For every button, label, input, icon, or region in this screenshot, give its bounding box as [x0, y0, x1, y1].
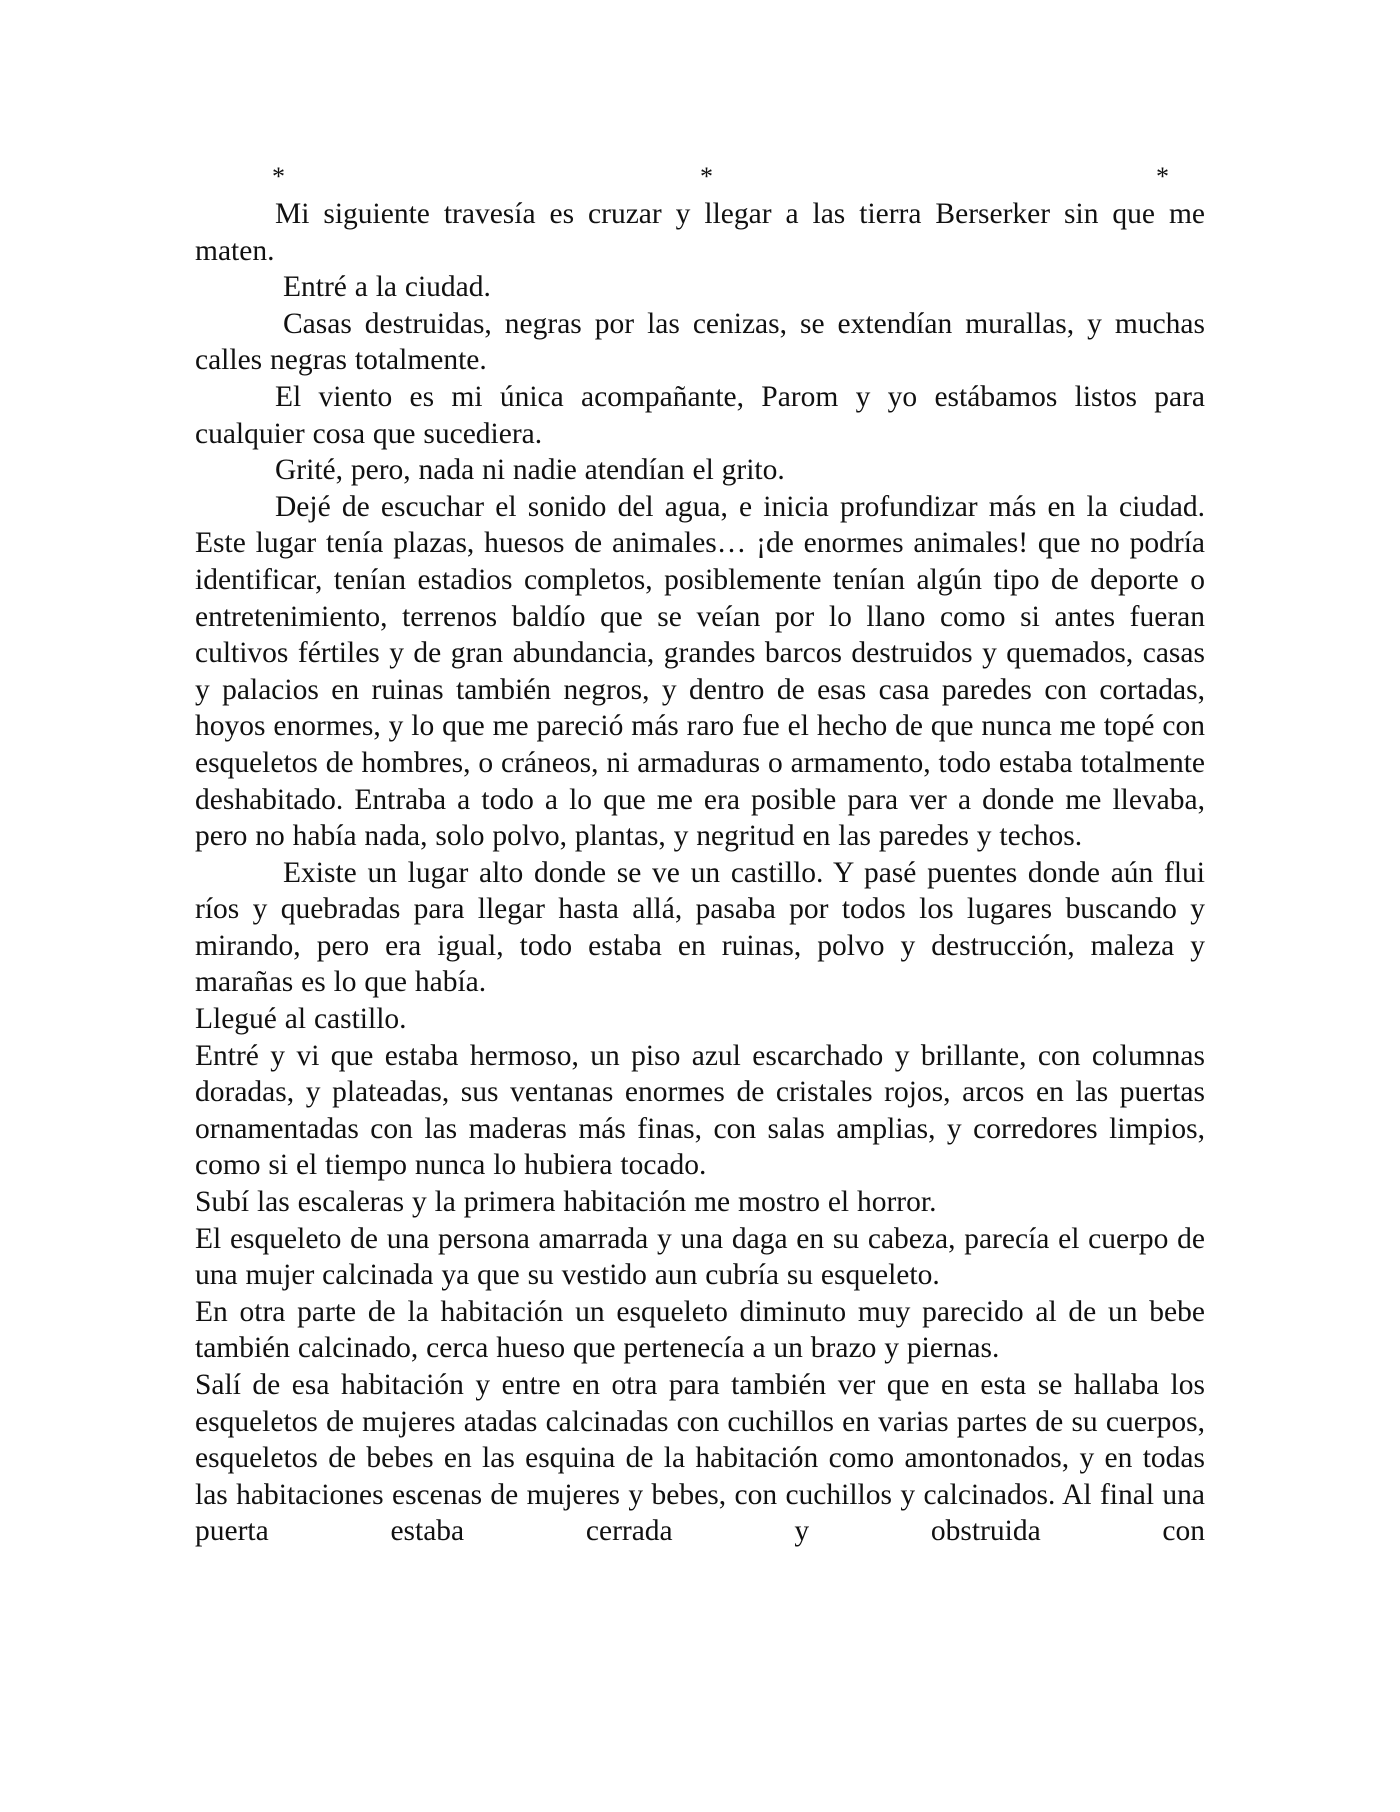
paragraph-grite: Grité, pero, nada ni nadie atendían el grito. — [275, 454, 785, 487]
paragraph-entre-ciudad: Entré a la ciudad. — [283, 271, 491, 304]
paragraph-subi-escaleras: Subí las escaleras y la primera habitación me mostro el horror. — [195, 1186, 937, 1219]
paragraph-llegue-castillo: Llegué al castillo. — [195, 1003, 407, 1036]
paragraph-casas-destruidas: Casas destruidas, negras por las cenizas, se extendían murallas, y muchas calles negras totalmente. — [195, 307, 1205, 377]
paragraph-entre-hermoso: Entré y vi que estaba hermoso, un piso azul escarchado y brillante, con columnas doradas, y plateadas, sus ventanas enormes de cristales rojos, arcos en las puertas ornamentadas con las maderas más finas, con salas amplias, y corredores limpios, como si el tiempo nunca lo hubiera tocado. — [195, 1039, 1205, 1182]
paragraph-otra-parte: En otra parte de la habitación un esqueleto diminuto muy parecido al de un bebe también calcinado, cerca hueso que pertenecía a un brazo y piernas. — [195, 1295, 1205, 1365]
body-text — [195, 196, 1205, 1550]
paragraph-travesia: Mi siguiente travesía es cruzar y llegar a las tierra Berserker sin que me maten. — [195, 198, 1205, 267]
asterisk-right: * — [1156, 162, 1169, 191]
paragraph-viento: El viento es mi única acompañante, Parom y yo estábamos listos para cualquier cosa que sucediera. — [195, 380, 1205, 450]
paragraph-esqueleto-persona: El esqueleto de una persona amarrada y una daga en su cabeza, parecía el cuerpo de una mujer calcinada ya que su vestido aun cubría su esqueleto. — [195, 1222, 1205, 1292]
paragraph-sali-habitacion: Salí de esa habitación y entre en otra para también ver que en esta se hallaba los esqueletos de mujeres atadas calcinadas con cuchillos en varias partes de su cuerpos, esqueletos de bebes en las esquina de la habitación como amontonados, y en todas las habitaciones escenas de mujeres y bebes, con cuchillos y calcinados. Al final una puerta estaba cerrada y obstruida con — [195, 1369, 1205, 1548]
paragraph-castillo-alto: Existe un lugar alto donde se ve un castillo. Y pasé puentes donde aún flui ríos y quebradas para llegar hasta allá, pasaba por todos los lugares buscando y mirando, pero era igual, todo estaba en ruinas, polvo y destrucción, maleza y marañas es lo que había. — [195, 856, 1205, 999]
section-separator — [272, 162, 1176, 192]
paragraph-deje-escuchar: Dejé de escuchar el sonido del agua, e inicia profundizar más en la ciudad. Este lugar tenía plazas, huesos de animales… ¡de enormes animales! que no podría identificar, tenían estadios completos, posiblemente tenían algún tipo de deporte o entretenimiento, terrenos baldío que se veían por lo llano como si antes fueran cultivos fértiles y de gran abundancia, grandes barcos destruidos y quemados, casas y palacios en ruinas también negros, y dentro de esas casa paredes con cortadas, hoyos enormes, y lo que me pareció más raro fue el hecho de que nunca me topé con esqueletos de hombres, o cráneos, ni armaduras o armamento, todo estaba totalmente deshabitado. Entraba a todo a lo que me era posible para ver a donde me llevaba, pero no había nada, solo polvo, plantas, y negritud en las paredes y techos. — [195, 490, 1205, 853]
asterisk-left: * — [272, 162, 285, 191]
asterisk-center: * — [700, 162, 713, 191]
